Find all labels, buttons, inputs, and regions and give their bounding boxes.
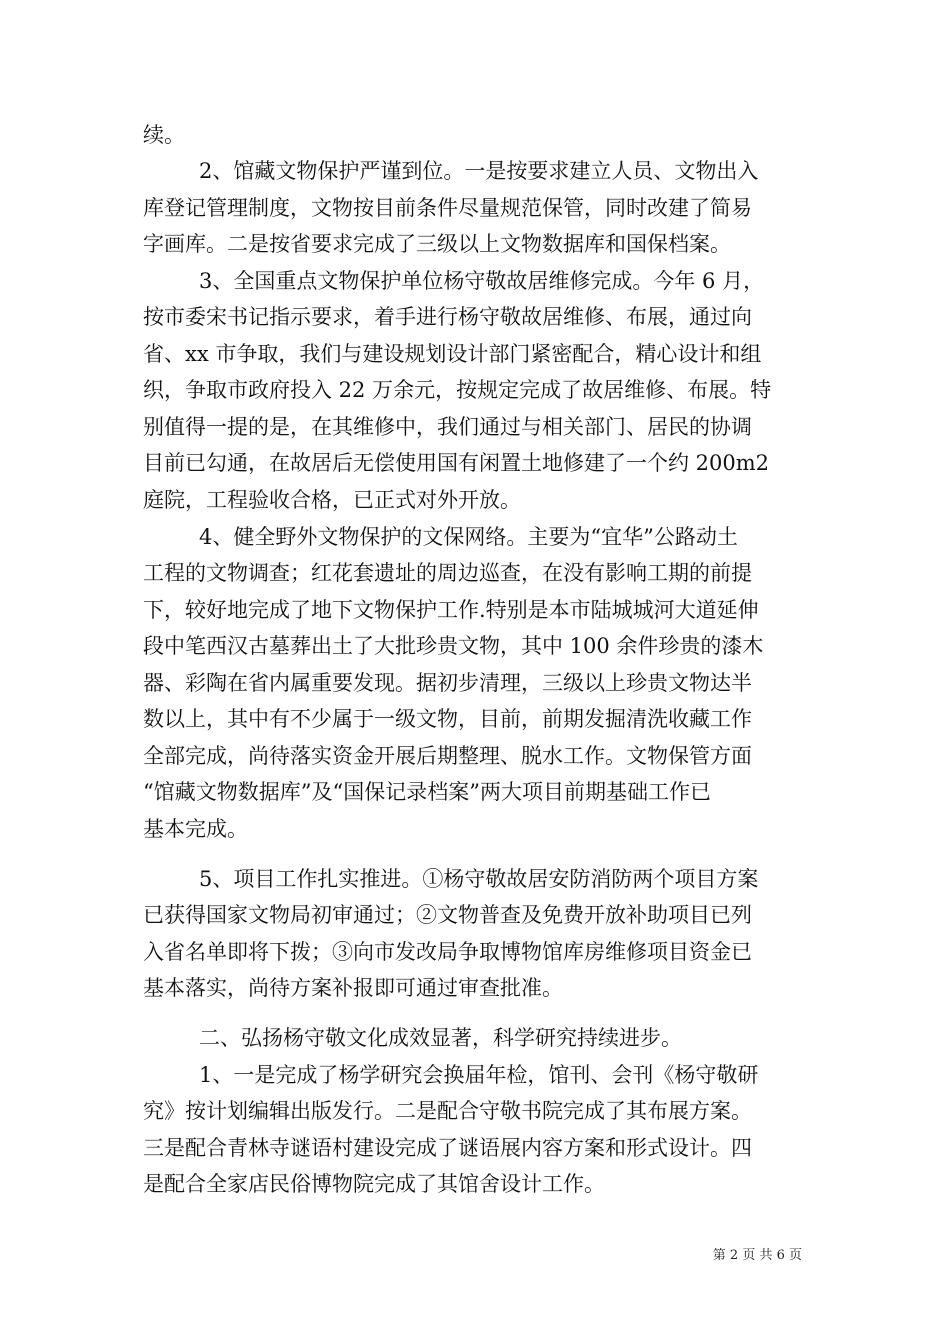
text-line: 下，较好地完成了地下文物保护工作.特别是本市陆城城河大道延伸 [143,598,759,622]
text-line: 5、项目工作扎实推进。①杨守敬故居安防消防两个项目方案 [199,867,759,891]
text-line: 庭院，工程验收合格，已正式对外开放。 [143,488,521,512]
text-line: 目前已勾通，在故居后无偿使用国有闲置土地修建了一个约 200m2 [143,451,770,475]
text-line: 器、彩陶在省内属重要发现。据初步清理，三级以上珍贵文物达半 [143,671,752,695]
text-line: 数以上，其中有不少属于一级文物，目前，前期发掘清洗收藏工作 [143,707,752,731]
text-line: “馆藏文物数据库”及“国保记录档案”两大项目前期基础工作已 [143,780,711,804]
text-line: 续。 [143,123,185,147]
text-line: 入省名单即将下拨；③向市发改局争取博物馆库房维修项目资金已 [143,940,752,964]
text-line: 别值得一提的是，在其维修中，我们通过与相关部门、居民的协调 [143,415,752,439]
text-line: 4、健全野外文物保护的文保网络。主要为“宜华”公路动土 [199,525,738,549]
text-line: 究》按计划编辑出版发行。二是配合守敬书院完成了其布展方案。 [143,1099,752,1123]
text-line: 2、馆藏文物保护严谨到位。一是按要求建立人员、文物出入 [199,159,759,183]
text-line: 基本落实，尚待方案补报即可通过审查批准。 [143,976,563,1000]
text-line: 织，争取市政府投入 22 万余元，按规定完成了故居维修、布展。特 [143,378,772,402]
text-line: 库登记管理制度，文物按目前条件尽量规范保管，同时改建了简易 [143,196,752,220]
text-line: 全部完成，尚待落实资金开展后期整理、脱水工作。文物保管方面 [143,744,752,768]
text-line: 基本完成。 [143,817,248,841]
text-line: 是配合全家店民俗博物院完成了其馆舍设计工作。 [143,1172,605,1196]
text-line: 二、弘扬杨守敬文化成效显著，科学研究持续进步。 [199,1026,682,1050]
text-line: 省、xx 市争取，我们与建设规划设计部门紧密配合，精心设计和组 [143,342,762,366]
text-line: 三是配合青林寺谜语村建设完成了谜语展内容方案和形式设计。四 [143,1136,752,1160]
text-line: 按市委宋书记指示要求，着手进行杨守敬故居维修、布展，通过向 [143,305,752,329]
text-line: 已获得国家文物局初审通过；②文物普查及免费开放补助项目已列 [143,903,752,927]
text-line: 3、全国重点文物保护单位杨守敬故居维修完成。今年 6 月， [199,269,765,293]
text-line: 1、一是完成了杨学研究会换届年检，馆刊、会刊《杨守敬研 [199,1063,759,1087]
text-line: 段中笔西汉古墓葬出土了大批珍贵文物，其中 100 余件珍贵的漆木 [143,634,764,658]
text-line: 字画库。二是按省要求完成了三级以上文物数据库和国保档案。 [143,232,731,256]
text-line: 工程的文物调查；红花套遗址的周边巡查，在没有影响工期的前提 [143,561,752,585]
page-number: 第 2 页 共 6 页 [712,1248,802,1263]
